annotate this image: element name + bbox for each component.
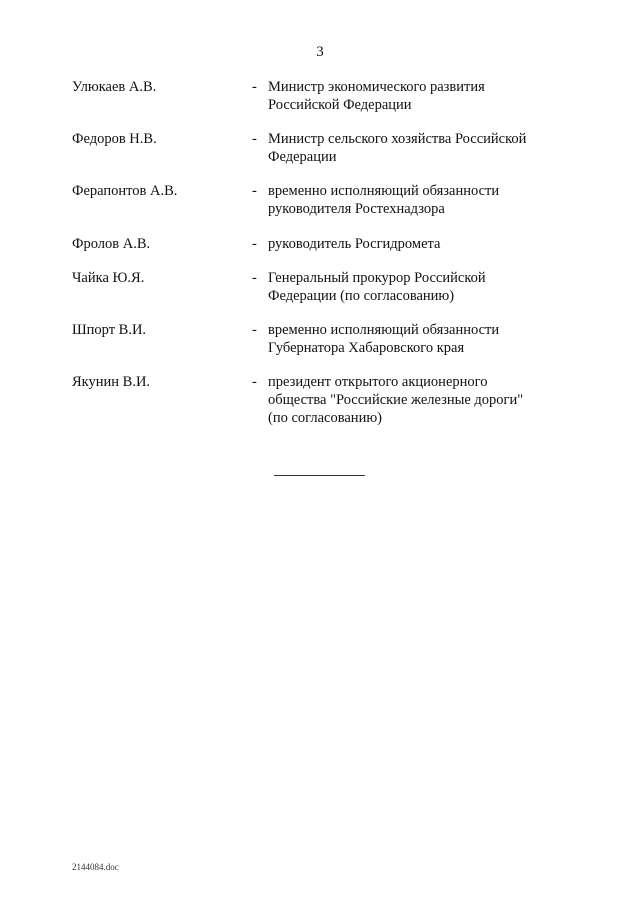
member-name: Улюкаев А.В. [72,79,157,95]
member-dash: - [252,270,257,286]
member-entry [0,78,640,114]
member-entry [0,182,640,218]
member-dash: - [252,131,257,147]
member-position: Генеральный прокурор Российской Федерации (по согласованию) [268,270,486,304]
member-position: руководитель Росгидромета [268,236,441,252]
member-dash: - [252,79,257,95]
member-dash: - [252,374,257,390]
member-entry [0,235,640,253]
member-dash: - [252,236,257,252]
member-entry [0,321,640,357]
member-position: президент открытого акционерного общества "Российские железные дороги" (по согласованию) [268,374,524,426]
member-dash: - [252,183,257,199]
member-entry [0,373,640,427]
member-name: Ферапонтов А.В. [72,183,178,199]
member-entry [0,130,640,166]
member-name: Федоров Н.В. [72,131,157,147]
member-name: Шпорт В.И. [72,322,147,338]
member-position: Министр экономического развития Российской Федерации [268,79,485,113]
member-dash: - [252,322,257,338]
member-position: временно исполняющий обязанности Губернатора Хабаровского края [268,322,500,356]
member-name: Якунин В.И. [72,374,151,390]
member-position: Министр сельского хозяйства Российской Федерации [268,131,527,165]
end-of-list-divider [274,475,365,476]
member-name: Фролов А.В. [72,236,151,252]
member-list [0,78,640,427]
member-position: временно исполняющий обязанности руководителя Ростехнадзора [268,183,500,217]
member-name: Чайка Ю.Я. [72,270,145,286]
page-number: 3 [316,44,324,60]
document-code: 2144084.doc [72,862,119,872]
member-entry [0,269,640,305]
